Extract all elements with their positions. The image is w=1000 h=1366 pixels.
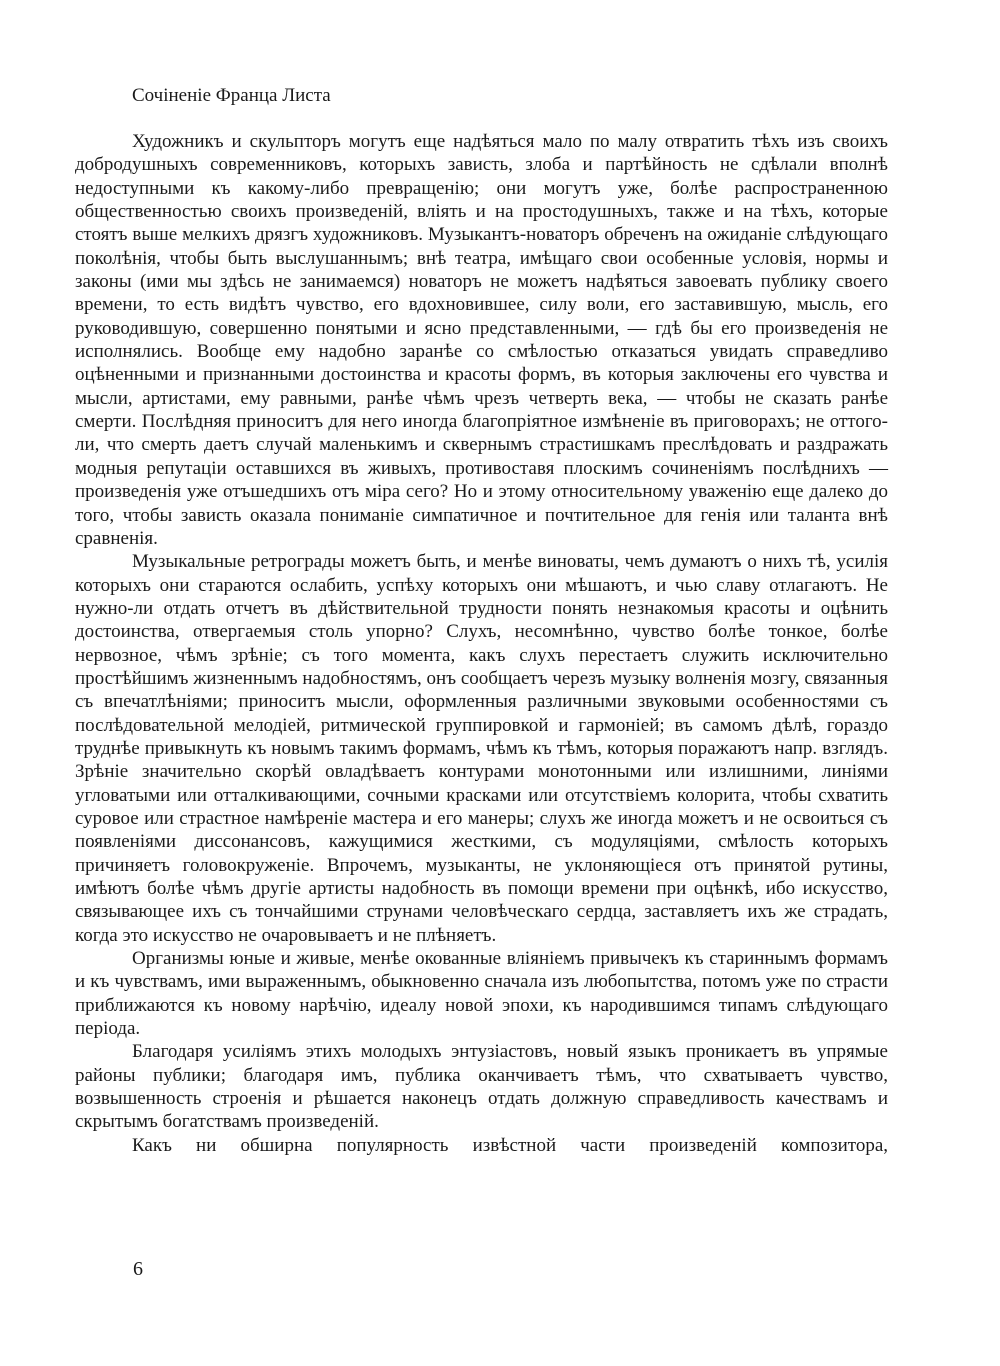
paragraph: Организмы юные и живые, менѣе окованные влiянiемъ привычекъ къ стариннымъ формамъ и къ чувствамъ, ими выраженнымъ, обыкновенно сначала изъ любопытства, потомъ уже по страсти приближаются къ новому нарѣчiю, идеалу новой эпохи, къ народившимся типамъ слѣдующаго перiода.	[75, 948, 888, 1040]
paragraph: Художникъ и скульпторъ могутъ еще надѣяться мало по малу отвратить тѣхъ изъ своихъ добродушныхъ современниковъ, которыхъ зависть, злоба и партѣйность не сдѣлали вполнѣ недоступными къ какому-либо превращенiю; они могутъ уже, болѣе распространенною общественностью своихъ произведенiй, влiять и на простодушныхъ, также и на тѣхъ, которые стоятъ выше мелкихъ дрязгъ художниковъ. Музыкантъ-новаторъ обреченъ на ожиданiе слѣдующаго поколѣнiя, чтобы быть выслушаннымъ; внѣ театра, имѣщаго свои особенные условiя, нормы и законы (ими мы здѣсь не занимаемся) новаторъ не можетъ надѣяться завоевать публику своего времени, то есть видѣтъ чувство, его вдохновившее, силу воли, его заставившую, мысль, его руководившую, совершенно понятыми и ясно представленными, — гдѣ бы его произведенiя не исполнялись. Вообще ему надобно заранѣе со смѣлостью отказаться увидать справедливо оцѣненными и признанными достоинства и красоты формъ, въ которыя заключены его чувства и мысли, артистами, ему равными, ранѣе чѣмъ чрезъ четверть века, — чтобы не сказать ранѣе смерти. Послѣдняя приноситъ для него иногда благопрiятное измѣненiе въ приговорахъ; не оттого-ли, что смерть даетъ случай маленькимъ и сквернымъ страстишкамъ преслѣдовать и раздражать модныя репутацiи оставшихся въ живыхъ, противоставя плоскимъ сочиненiямъ послѣднихъ — произведенiя уже отъшедшихъ отъ мiра сего? Но и этому относительному уваженiю еще далеко до того, чтобы зависть оказала пониманiе симпатичное и почтительное для генiя или таланта внѣ сравненiя.	[75, 131, 888, 549]
running-head: Сочiненiе Франца Листа	[132, 85, 331, 106]
page-number: 6	[133, 1258, 143, 1280]
paragraph: Благодаря усилiямъ этихъ молодыхъ энтузiастовъ, новый языкъ проникаетъ въ упрямые районы публики; благодаря имъ, публика оканчиваетъ тѣмъ, что схватываетъ чувство, возвышенность строенiя и рѣшается наконецъ отдать должную справедливость качествамъ и скрытымъ богатствамъ произведенiй.	[75, 1041, 888, 1133]
paragraph: Музыкальные ретрограды можетъ быть, и менѣе виноваты, чемъ думаютъ о нихъ тѣ, усилiя которыхъ они стараются ослабить, успѣху которыхъ они мѣшаютъ, и чью славу отлагаютъ. Не нужно-ли отдать отчетъ въ дѣйствительной трудности понять незнакомыя красоты и оцѣнить достоинства, отвергаемыя столь упорно? Слухъ, несомнѣнно, чувство болѣе тонкое, болѣе нервозное, чѣмъ зрѣнiе; съ того момента, какъ слухъ перестаетъ служить исключительно простѣйшимъ жизненнымъ надобностямъ, онъ сообщаетъ черезъ музыку волненiя мозгу, связанныя съ впечатлѣнiями; приноситъ мысли, оформленныя различными звуковыми особенностями съ послѣдовательной мелодiей, ритмической группировкой и гармонiей; въ самомъ дѣлѣ, гораздо труднѣе привыкнуть къ новымъ такимъ формамъ, чѣмъ къ тѣмъ, которыя поражаютъ напр. взглядъ. Зрѣнiе значительно скорѣй овладѣваетъ контурами монотонными или излишними, линiями угловатыми или отталкивающими, сочными красками или отсутствiемъ колорита, чтобы схватить суровое или страстное намѣренiе мастера и его манеры; слухъ же иногда можетъ и не освоиться съ появленiями диссонансовъ, кажущимися жесткими, съ модуляцiями, смѣлость которыхъ причиняетъ головокруженiе. Впрочемъ, музыканты, не уклоняющiеся отъ принятой рутины, имѣютъ болѣе чѣмъ другiе артисты надобность въ помощи времени при оцѣнкѣ, ибо искусство, связывающее ихъ съ тончайшими струнами человѣческаго сердца, заставляетъ ихъ же страдать, когда это искусство не очаровываетъ и не плѣняетъ.	[75, 551, 888, 946]
paragraph: Какъ ни обширна популярность извѣстной части произведенiй композитора,	[132, 1134, 888, 1156]
body-text	[75, 130, 888, 1157]
